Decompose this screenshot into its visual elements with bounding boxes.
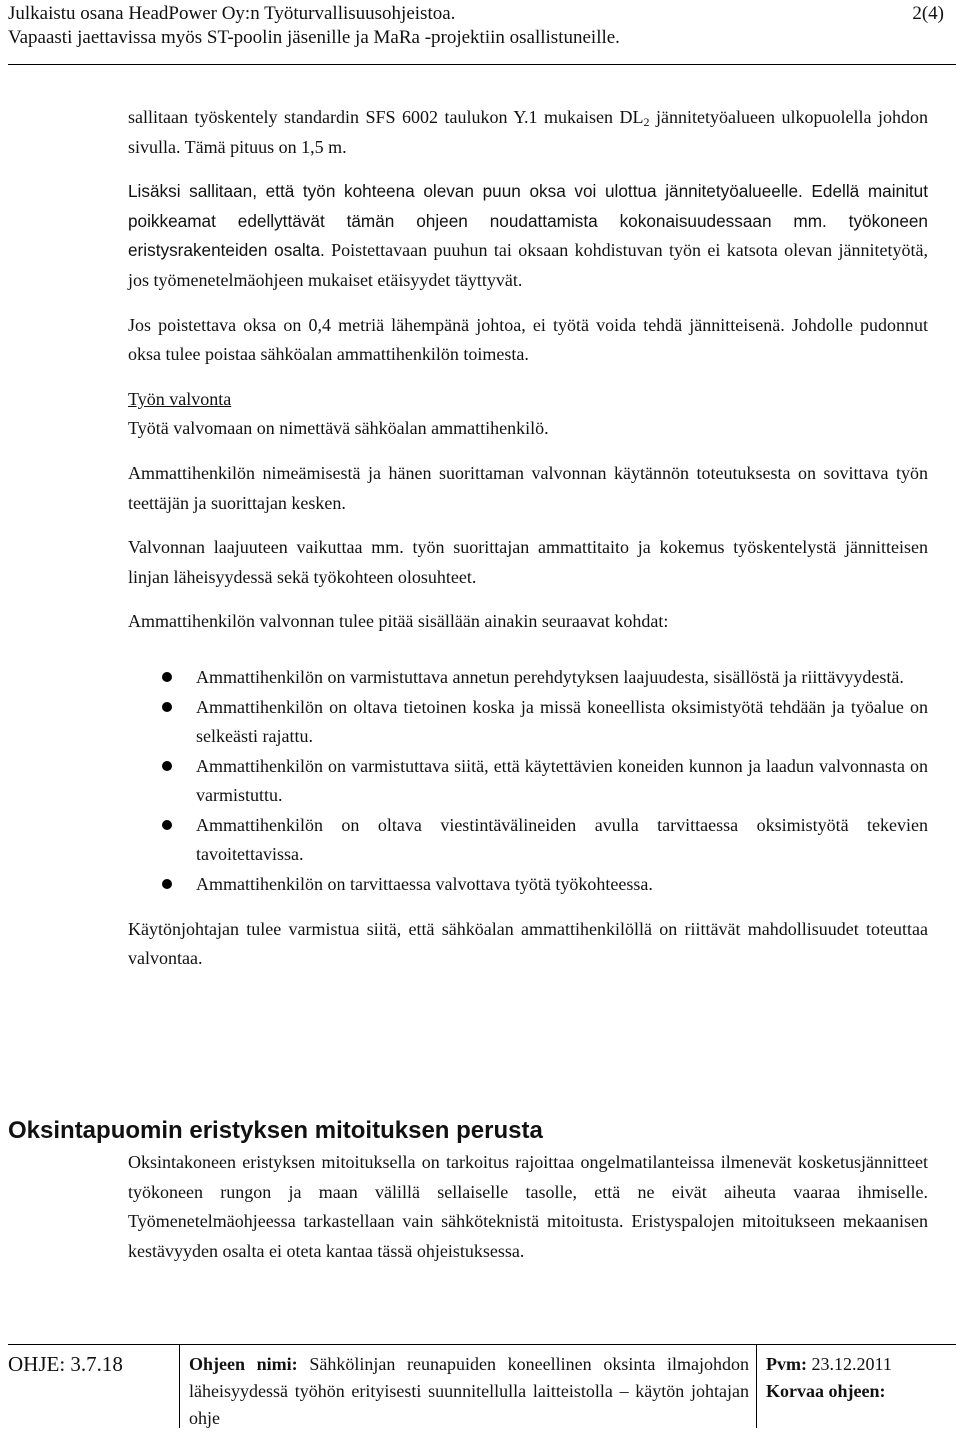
list-item — [128, 811, 928, 870]
paragraph-sfs-text: sallitaan työskentely standardin SFS 6002 taulukon Y.1 mukaisen DL — [128, 107, 644, 127]
supervision-points-list — [128, 663, 928, 900]
page-header — [0, 0, 960, 70]
footer-divider — [756, 1345, 757, 1428]
paragraph-supervisor: Työtä valvomaan on nimettävä sähköalan ammattihenkilö. — [128, 418, 549, 439]
section2-content — [128, 1148, 928, 1266]
footer-replaces-label: Korvaa ohjeen: — [766, 1381, 886, 1401]
footer-divider — [179, 1345, 180, 1428]
footer-ohje-number: OHJE: 3.7.18 — [8, 1352, 123, 1376]
bullet-icon — [162, 820, 172, 830]
footer-replaces — [766, 1378, 892, 1405]
paragraph-points-intro: Ammattihenkilön valvonnan tulee pitää sisällään ainakin seuraavat kohdat: — [128, 611, 669, 632]
list-item — [128, 663, 928, 693]
page-footer — [8, 1344, 956, 1428]
list-item-text: Ammattihenkilön on varmistuttava siitä, että käytettävien koneiden kunnon ja laadun valvonnasta on varmistuttu. — [196, 755, 928, 806]
main-content — [128, 103, 928, 974]
list-item — [128, 693, 928, 752]
list-item-text: Ammattihenkilön on oltava viestintävälineiden avulla tarvittaessa oksimistyötä tekevien tavoitettavissa. — [196, 814, 928, 865]
list-item — [128, 870, 928, 900]
page-number: 2(4) — [912, 3, 944, 24]
paragraph-distance: Jos poistettava oksa on 0,4 metriä lähempänä johtoa, ei työtä voida tehdä jännitteisenä. Johdolle pudonnut oksa tulee poistaa sähköalan ammattihenkilön toimesta. — [128, 314, 928, 365]
paragraph-insulation: Oksintakoneen eristyksen mitoituksella on tarkoitus rajoittaa ongelmatilanteissa ilmenevät kosketusjännitteet työkoneen rungon ja maan välillä sellaiselle tasolle, että ne eivät aiheuta vaaraa ihmiselle. Työmenetelmäohjeessa tarkastellaan vain sähköteknistä mitoitusta. Eristyspalojen mitoitukseen mekaanisen kestävyyden osalta ei oteta kantaa tässä ohjeistuksessa. — [128, 1152, 928, 1261]
paragraph-kaytonjohtaja: Käytönjohtajan tulee varmistua siitä, että sähköalan ammattihenkilöllä on riittävät mahdollisuudet toteuttaa valvontaa. — [128, 918, 928, 969]
bullet-icon — [162, 672, 172, 682]
bullet-icon — [162, 702, 172, 712]
footer-name-label: Ohjeen nimi: — [189, 1354, 298, 1374]
paragraph-sfs-text-end: jännitetyöalueen ulkopuolella johdon sivulla. Tämä pituus on 1,5 m. — [128, 107, 928, 157]
bullet-icon — [162, 761, 172, 771]
footer-date-label: Pvm: — [766, 1354, 807, 1374]
header-publisher-line: Julkaistu osana HeadPower Oy:n Työturvallisuusohjeistoa. — [8, 3, 456, 24]
section-heading-oksintapuomi: Oksintapuomin eristyksen mitoituksen perusta — [8, 1117, 543, 1144]
footer-name-text: Sähkölinjan reunapuiden koneellinen oksinta ilmajohdon läheisyydessä työhön erityisesti suunnitellulla laitteistolla – käytön johtajan ohje — [189, 1354, 750, 1428]
paragraph-exceptions-serif: Poistettavaan puuhun tai oksaan kohdistuvan työn ei katsota olevan jännitetyötä, jos työmenetelmäohjeen mukaiset etäisyydet täyttyvät. — [128, 240, 928, 290]
paragraph-scope: Valvonnan laajuuteen vaikuttaa mm. työn suorittajan ammattitaito ja kokemus työskentelystä jännitteisen linjan läheisyydessä sekä työkohteen olosuhteet. — [128, 537, 928, 587]
list-item-text: Ammattihenkilön on varmistuttava annetun perehdytyksen laajuudesta, sisällöstä ja riittävyydestä. — [196, 666, 904, 687]
list-item-text: Ammattihenkilön on oltava tietoinen koska ja missä koneellista oksimistyötä tehdään ja työalue on selkeästi rajattu. — [196, 696, 928, 747]
list-item — [128, 752, 928, 811]
header-rule — [8, 64, 956, 65]
footer-date-block — [766, 1351, 892, 1405]
list-item-text: Ammattihenkilön on tarvittaessa valvottava työtä työkohteessa. — [196, 874, 653, 895]
header-distribution-line: Vapaasti jaettavissa myös ST-poolin jäsenille ja MaRa -projektiin osallistuneille. — [8, 27, 620, 48]
paragraph-sfs — [128, 103, 928, 162]
bullet-icon — [162, 879, 172, 889]
footer-instruction-name — [189, 1351, 749, 1432]
paragraph-exceptions — [128, 177, 928, 295]
dl-subscript: 2 — [643, 115, 650, 129]
footer-date — [766, 1351, 892, 1378]
paragraph-exceptions-arial: Lisäksi sallitaan, että työn kohteena olevan puun oksa voi ulottua jännitetyöalueelle. Edellä mainitut poikkeamat edellyttävät tämän ohjeen noudattamista kokonaisuudessaan mm. työkoneen eristysrakenteiden osalta. — [128, 181, 928, 261]
footer-date-value: 23.12.2011 — [806, 1354, 892, 1374]
heading-tyon-valvonta: Työn valvonta — [128, 388, 232, 409]
paragraph-appointment: Ammattihenkilön nimeämisestä ja hänen suorittaman valvonnan käytännön toteutuksesta on sovittava työn teettäjän ja suorittajan kesken. — [128, 462, 928, 513]
